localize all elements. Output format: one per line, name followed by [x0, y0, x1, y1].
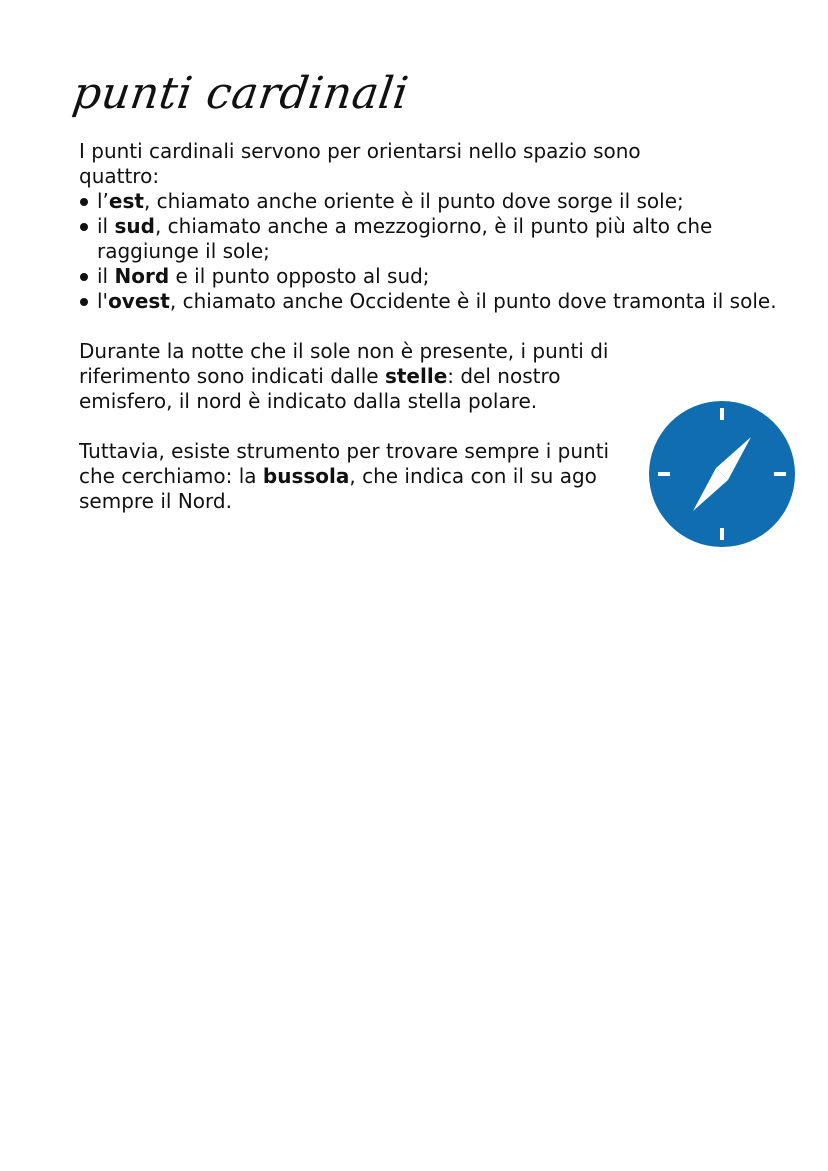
term-est: est	[108, 189, 144, 213]
night-text-before: Durante la notte che il sole non è presente, i punti di riferimento sono indicati dalle	[79, 339, 609, 388]
list-item-text: , chiamato anche Occidente è il punto dove tramonta il sole.	[169, 289, 777, 313]
list-item-text: , chiamato anche a mezzogiorno, è il punto più alto che raggiunge il sole;	[97, 214, 713, 263]
compass-text-before: Tuttavia, esiste strumento per trovare sempre i punti che cerchiamo: la	[79, 439, 610, 488]
term-bussola: bussola	[262, 464, 350, 488]
list-item-prefix: il	[97, 214, 115, 238]
night-text-after: : del nostro emisfero, il nord è indicato dalla stella polare.	[79, 364, 561, 413]
list-item-prefix: l’	[97, 189, 109, 213]
night-paragraph	[79, 339, 649, 414]
list-item-text: , chiamato anche oriente è il punto dove sorge il sole;	[143, 189, 684, 213]
list-item-prefix: il	[97, 264, 115, 288]
cardinal-points-list	[79, 189, 779, 314]
compass-paragraph	[79, 439, 624, 514]
term-sud: sud	[114, 214, 155, 238]
intro-paragraph: I punti cardinali servono per orientarsi nello spazio sono quattro:	[79, 139, 641, 188]
list-item	[79, 214, 779, 264]
term-stelle: stelle	[384, 364, 448, 388]
list-item	[79, 289, 779, 314]
compass-text-after: , che indica con il su ago sempre il Nord.	[79, 464, 597, 513]
term-ovest: ovest	[108, 289, 170, 313]
list-item	[79, 189, 779, 214]
list-item-text: e il punto opposto al sud;	[169, 264, 430, 288]
page-title: punti cardinali	[69, 68, 412, 119]
list-item	[79, 264, 779, 289]
compass-icon	[648, 400, 796, 548]
list-item-prefix: l'	[97, 289, 109, 313]
term-nord: Nord	[114, 264, 170, 288]
